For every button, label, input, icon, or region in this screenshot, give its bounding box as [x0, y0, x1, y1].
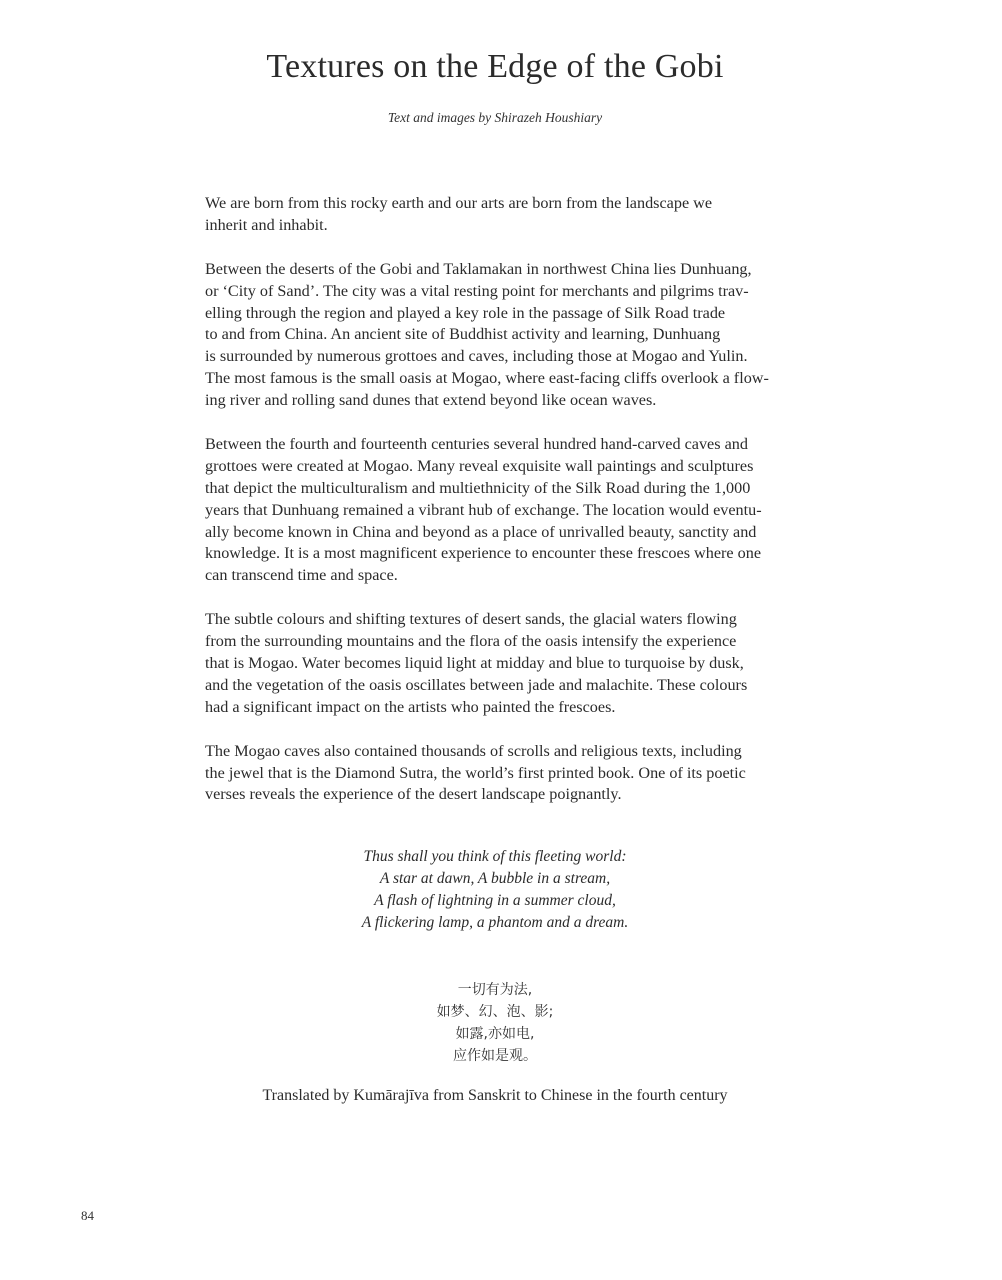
text-line: Between the deserts of the Gobi and Taklamakan in northwest China lies Dunhuang,: [205, 259, 752, 278]
text-line: can transcend time and space.: [205, 566, 398, 585]
text-line: that is Mogao. Water becomes liquid light at midday and blue to turquoise by dusk,: [205, 653, 744, 672]
text-line: the jewel that is the Diamond Sutra, the world’s first printed book. One of its poetic: [205, 763, 746, 782]
poem-line: A flickering lamp, a phantom and a dream.: [361, 914, 629, 931]
poem-line: Thus shall you think of this fleeting world:: [363, 848, 627, 865]
text-line: ally become known in China and beyond as a place of unrivalled beauty, sanctity and: [205, 522, 757, 541]
text-line: The Mogao caves also contained thousands of scrolls and religious texts, including: [205, 741, 742, 760]
text-line: The subtle colours and shifting textures of desert sands, the glacial waters flowing: [205, 610, 737, 629]
translation-note: Translated by Kumārajīva from Sanskrit to Chinese in the fourth century: [262, 1087, 728, 1104]
poem-line: 应作如是观。: [453, 1048, 537, 1064]
text-line: inherit and inhabit.: [205, 215, 328, 234]
text-line: ing river and rolling sand dunes that extend beyond like ocean waves.: [205, 391, 657, 410]
text-line: to and from China. An ancient site of Buddhist activity and learning, Dunhuang: [205, 325, 721, 344]
paragraph: [205, 741, 785, 807]
text-line: is surrounded by numerous grottoes and caves, including those at Mogao and Yulin.: [205, 347, 748, 366]
poem-line: 如露,亦如电,: [455, 1026, 535, 1042]
byline: Text and images by Shirazeh Houshiary: [387, 110, 603, 125]
poem-line: 一切有为法,: [457, 982, 533, 998]
paragraph: [205, 609, 785, 719]
paragraph: [205, 259, 785, 412]
page-number: 84: [81, 1208, 94, 1223]
chinese-poem: [0, 979, 990, 1067]
text-line: had a significant impact on the artists who painted the frescoes.: [205, 697, 616, 716]
page-title: Textures on the Edge of the Gobi: [266, 48, 724, 85]
text-line: or ‘City of Sand’. The city was a vital resting point for merchants and pilgrims trav-: [205, 281, 749, 300]
text-line: from the surrounding mountains and the flora of the oasis intensify the experience: [205, 632, 737, 651]
poem-line: 如梦、幻、泡、影;: [436, 1004, 554, 1020]
paragraph: [205, 434, 785, 587]
text-line: and the vegetation of the oasis oscillates between jade and malachite. These colours: [205, 675, 748, 694]
text-line: grottoes were created at Mogao. Many reveal exquisite wall paintings and sculptures: [205, 456, 754, 475]
text-line: years that Dunhuang remained a vibrant hub of exchange. The location would eventu-: [205, 500, 762, 519]
poem-line: A star at dawn, A bubble in a stream,: [379, 870, 611, 887]
english-poem: [0, 846, 990, 934]
text-line: Between the fourth and fourteenth centuries several hundred hand-carved caves and: [205, 434, 748, 453]
poem-line: A flash of lightning in a summer cloud,: [374, 892, 616, 909]
text-line: The most famous is the small oasis at Mogao, where east-facing cliffs overlook a flow-: [205, 369, 769, 388]
text-line: elling through the region and played a key role in the passage of Silk Road trade: [205, 303, 726, 322]
article-body: [205, 193, 785, 828]
text-line: knowledge. It is a most magnificent experience to encounter these frescoes where one: [205, 544, 762, 563]
text-line: that depict the multiculturalism and multiethnicity of the Silk Road during the 1,000: [205, 478, 751, 497]
paragraph: [205, 193, 785, 237]
text-line: We are born from this rocky earth and our arts are born from the landscape we: [205, 194, 713, 212]
text-line: verses reveals the experience of the desert landscape poignantly.: [205, 785, 622, 804]
